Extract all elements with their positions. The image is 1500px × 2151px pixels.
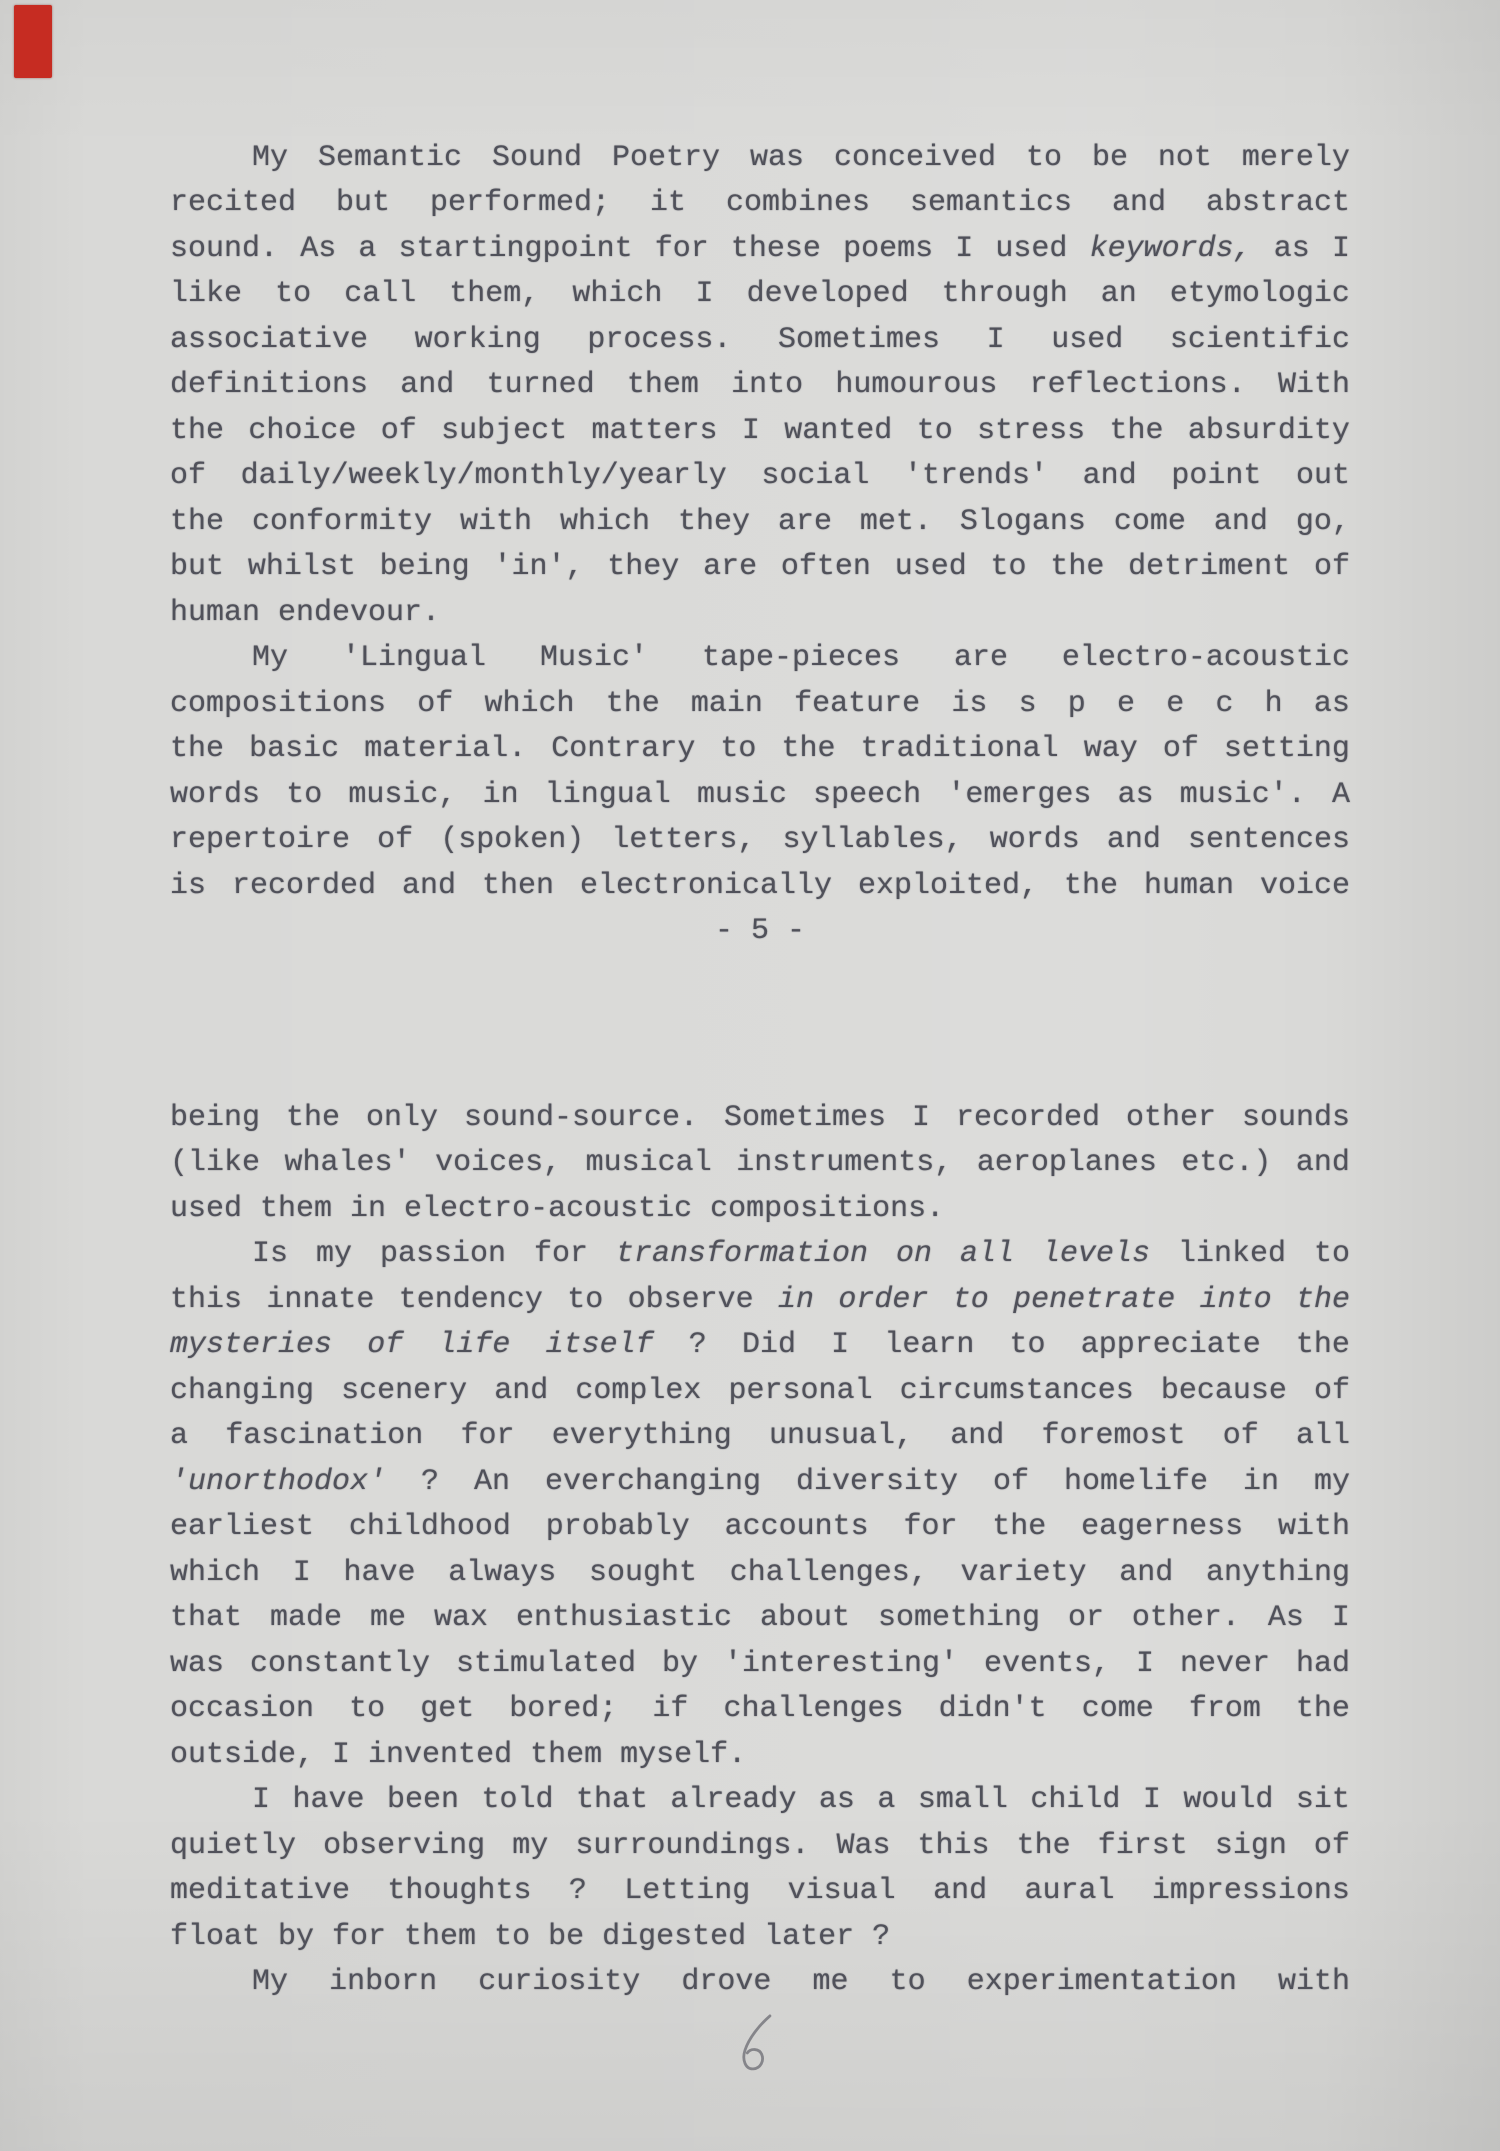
text-line: of daily/weekly/monthly/yearly social 'trends' and point out xyxy=(170,459,1350,494)
text-line: used them in electro-acoustic compositions. xyxy=(170,1191,945,1226)
text-line: being the only sound-source. Sometimes I recorded other sounds xyxy=(170,1100,1350,1135)
text-line: outside, I invented them myself. xyxy=(170,1737,747,1772)
text-line: human endevour. xyxy=(170,595,441,630)
text-line: repertoire of (spoken) letters, syllables, words and sentences xyxy=(170,823,1350,858)
text-line: sound. As a startingpoint for these poems I used keywords, as I xyxy=(170,231,1350,266)
text-line: a fascination for everything unusual, and foremost of all xyxy=(170,1419,1350,1454)
text-line: recited but performed; it combines semantics and abstract xyxy=(170,186,1350,221)
text-line: earliest childhood probably accounts for the eagerness with xyxy=(170,1510,1350,1545)
text-line: float by for them to be digested later ? xyxy=(170,1919,891,1954)
text-line: changing scenery and complex personal circumstances because of xyxy=(170,1373,1350,1408)
text-line: compositions of which the main feature is s p e e c h as xyxy=(170,686,1350,721)
text-line: mysteries of life itself ? Did I learn to appreciate the xyxy=(170,1328,1350,1363)
text-line: quietly observing my surroundings. Was this the first sign of xyxy=(170,1828,1350,1863)
page-5-text-block xyxy=(170,135,1350,909)
text-line: is recorded and then electronically exploited, the human voice xyxy=(170,868,1350,903)
text-line: occasion to get bored; if challenges didn't come from the xyxy=(170,1692,1350,1727)
text-line: words to music, in lingual music speech 'emerges as music'. A xyxy=(170,777,1350,812)
text-line: (like whales' voices, musical instruments, aeroplanes etc.) and xyxy=(170,1146,1350,1181)
page-6-text-block xyxy=(170,1095,1350,2005)
text-line: this innate tendency to observe in order to penetrate into the xyxy=(170,1282,1350,1317)
typed-page-number: - 5 - xyxy=(714,913,805,948)
text-line: My Semantic Sound Poetry was conceived to be not merely xyxy=(252,140,1350,175)
text-line: the basic material. Contrary to the traditional way of setting xyxy=(170,732,1350,767)
text-line: I have been told that already as a small child I would sit xyxy=(252,1783,1350,1818)
text-line: Is my passion for transformation on all levels linked to xyxy=(252,1237,1350,1272)
text-line: My 'Lingual Music' tape-pieces are electro-acoustic xyxy=(252,641,1350,676)
text-line: was constantly stimulated by 'interesting' events, I never had xyxy=(170,1646,1350,1681)
text-line: associative working process. Sometimes I used scientific xyxy=(170,322,1350,357)
text-line: meditative thoughts ? Letting visual and aural impressions xyxy=(170,1874,1350,1909)
text-line: the conformity with which they are met. Slogans come and go, xyxy=(170,504,1350,539)
text-line: 'unorthodox' ? An everchanging diversity of homelife in my xyxy=(170,1464,1350,1499)
handwritten-page-number xyxy=(736,2011,776,2075)
text-line: like to call them, which I developed through an etymologic xyxy=(170,277,1350,312)
text-line: that made me wax enthusiastic about something or other. As I xyxy=(170,1601,1350,1636)
text-line: which I have always sought challenges, variety and anything xyxy=(170,1555,1350,1590)
text-line: definitions and turned them into humourous reflections. With xyxy=(170,368,1350,403)
text-line: but whilst being 'in', they are often used to the detriment of xyxy=(170,550,1350,585)
text-line: My inborn curiosity drove me to experimentation with xyxy=(252,1965,1350,2000)
red-corner-mark xyxy=(14,5,52,78)
text-line: the choice of subject matters I wanted to stress the absurdity xyxy=(170,413,1350,448)
